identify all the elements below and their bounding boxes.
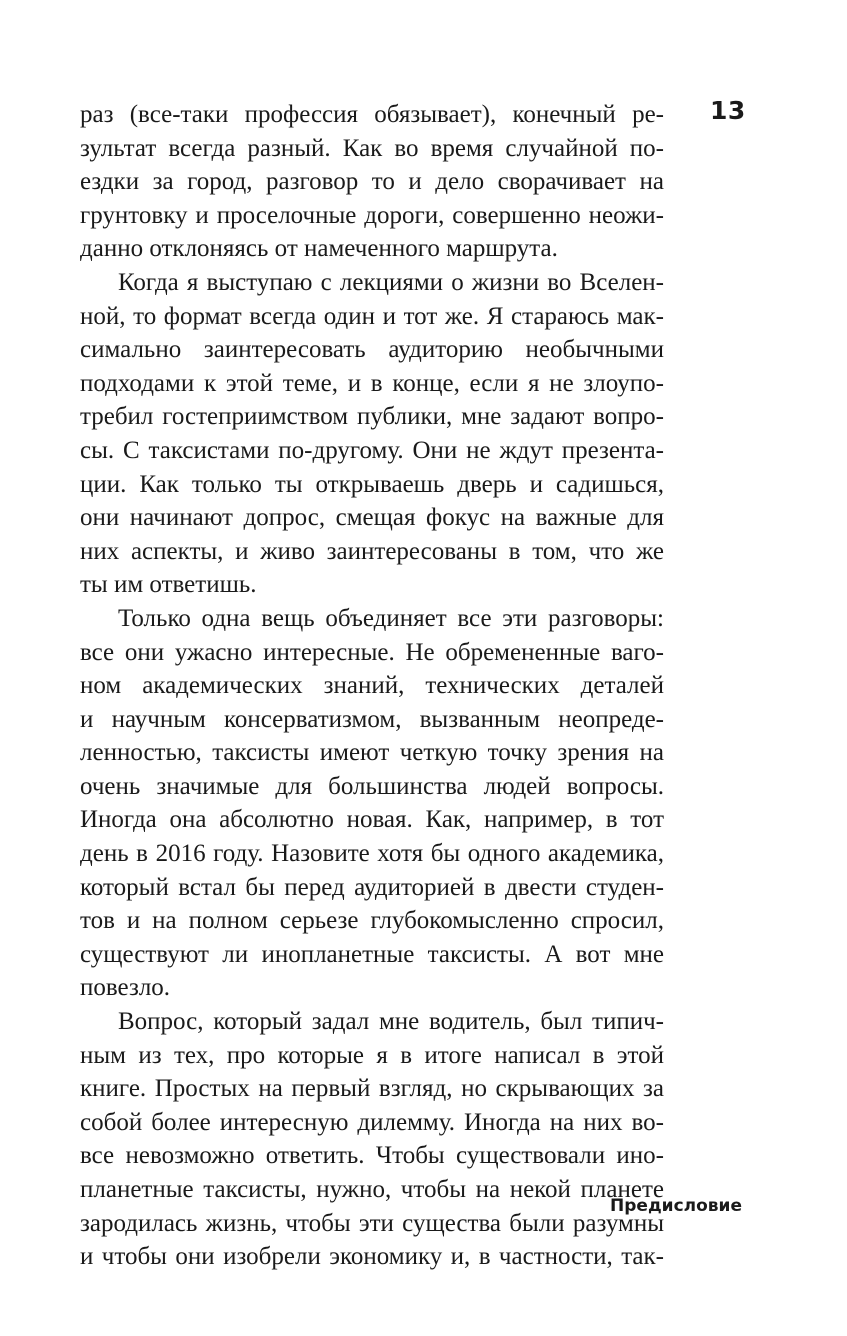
text-line: планетные таксисты, нужно, чтобы на некой планете: [80, 1176, 664, 1203]
paragraph: [80, 1005, 664, 1274]
page-number: 13: [710, 96, 746, 125]
text-line: Вопрос, который задал мне водитель, был типич-: [118, 1008, 664, 1036]
text-line: раз (все-таки профессия обязывает), конечный ре-: [80, 101, 664, 128]
text-line: и чтобы они изобрели экономику и, в частности, так-: [80, 1243, 664, 1271]
text-line: ции. Как только ты открываешь дверь и садишься,: [80, 470, 664, 498]
text-line: зультат всегда разный. Как во время случайной по-: [80, 134, 664, 162]
text-line: ным из тех, про которые я в итоге написал в этой: [80, 1041, 664, 1069]
text-line: существуют ли инопланетные таксисты. А вот мне: [80, 940, 664, 968]
text-line: день в 2016 году. Назовите хотя бы одного академика,: [80, 840, 664, 868]
text-line: симально заинтересовать аудиторию необычными: [80, 336, 664, 364]
text-line: ной, то формат всегда один и тот же. Я стараюсь мак-: [80, 302, 664, 330]
running-footer: Предисловие: [610, 1196, 742, 1216]
text-line: подходами к этой теме, и в конце, если я не злоупо-: [80, 369, 664, 397]
text-line: них аспекты, и живо заинтересованы в том, что же: [80, 537, 664, 565]
text-line: все невозможно ответить. Чтобы существовали ино-: [80, 1142, 664, 1170]
text-line: они начинают допрос, смещая фокус на важные для: [80, 504, 664, 532]
text-line: сы. С таксистами по-другому. Они не ждут презента-: [80, 436, 664, 464]
text-line: собой более интересную дилемму. Иногда на них во-: [80, 1108, 664, 1136]
text-line: данно отклоняясь от намеченного маршрута.: [80, 235, 558, 263]
body-text: [80, 98, 664, 1274]
text-line: повезло.: [80, 974, 171, 1002]
text-line: все они ужасно интересные. Не обремененные ваго-: [80, 638, 664, 666]
paragraph: [80, 602, 664, 1005]
text-line: Когда я выступаю с лекциями о жизни во Вселен-: [118, 268, 664, 296]
paragraph: [80, 98, 664, 266]
text-line: грунтовку и проселочные дороги, совершенно неожи-: [80, 201, 664, 229]
text-line: требил гостеприимством публики, мне задают вопро-: [80, 403, 664, 431]
text-line: который встал бы перед аудиторией в двести студен-: [80, 873, 664, 901]
text-line: ном академических знаний, технических деталей: [80, 672, 664, 700]
paragraph: [80, 266, 664, 602]
text-line: ты им ответишь.: [80, 571, 257, 599]
text-line: ленностью, таксисты имеют четкую точку зрения на: [80, 739, 664, 767]
text-line: очень значимые для большинства людей вопросы.: [80, 772, 664, 800]
text-line: Только одна вещь объединяет все эти разговоры:: [118, 604, 664, 632]
text-line: книге. Простых на первый взгляд, но скрывающих за: [80, 1075, 664, 1103]
text-line: зародилась жизнь, чтобы эти существа были разумны: [80, 1209, 664, 1237]
text-line: и научным консерватизмом, вызванным неопреде-: [80, 705, 664, 733]
text-line: тов и на полном серьезе глубокомысленно спросил,: [80, 907, 664, 935]
text-line: ездки за город, разговор то и дело сворачивает на: [80, 168, 664, 196]
text-line: Иногда она абсолютно новая. Как, например, в тот: [80, 806, 664, 834]
